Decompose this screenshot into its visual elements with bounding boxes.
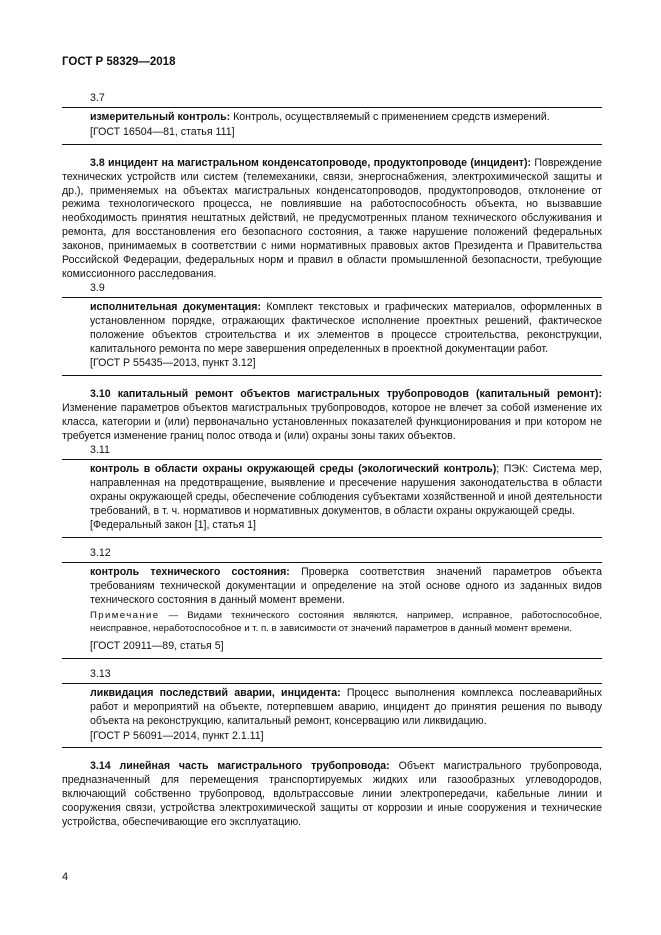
section-number: 3.7 bbox=[90, 92, 105, 104]
section-number: 3.11 bbox=[90, 443, 110, 456]
definition-text: Комплект текстовых и графических материалов, оформленных в установленном порядке, отражающих фактическое исполнение проектных решений, фактическое положение объектов строительства и их элементов в процессе строительства, реконструкции, капитального ремонта по мере завершения определенных в проектной документации работ. bbox=[90, 300, 602, 355]
note-label: Примечание bbox=[90, 610, 160, 621]
definition-paragraph bbox=[90, 687, 602, 729]
definition-text: Изменение параметров объектов магистральных трубопроводов, которое не влечет за собой изменение их класса, категории и (или) первоначально установленных показателей функционирования и при котором не требуется изменение границ полос отвода и (или) охраны зоны таких объектов. bbox=[62, 402, 602, 443]
definition-paragraph bbox=[62, 760, 602, 830]
term: контроль в области охраны окружающей среды (экологический контроль) bbox=[90, 462, 497, 475]
term: 3.14 линейная часть магистрального трубопровода: bbox=[90, 760, 390, 773]
source-reference: [ГОСТ Р 55435—2013, пункт 3.12] bbox=[90, 357, 256, 370]
definition-text: Контроль, осуществляемый с применением средств измерений. bbox=[230, 110, 550, 123]
term: контроль технического состояния: bbox=[90, 566, 290, 579]
definition-text: Повреждение технических устройств или систем (телемеханики, связи, энергоснабжения, электрохимической защиты и др.), применяемых на объектах магистральных конденсатопроводов, продуктопроводов, отклонение от режима технологического процесса, не повлиявшие на работоспособность объекта, но вызвавшие необходимость принятия нештатных действий, не предусмотренных планом технического обслуживания и ремонта, для восстановления его безопасного состояния, а также нарушение положений федеральных законов, принимаемых в соответствии с ними нормативных правовых актов Президента и Правительства Российской Федерации, федеральных норм и правил в области промышленной безопасности, требующие комиссионного расследования. bbox=[62, 156, 602, 280]
term: 3.10 капитальный ремонт объектов магистральных трубопроводов (капитальный ремонт): bbox=[90, 388, 602, 401]
source-reference: [ГОСТ Р 56091—2014, пункт 2.1.11] bbox=[90, 729, 264, 742]
term: исполнительная документация: bbox=[90, 300, 262, 313]
document-body bbox=[62, 92, 602, 830]
source-reference: [Федеральный закон [1], статья 1] bbox=[90, 519, 256, 532]
source-reference: [ГОСТ 20911—89, статья 5] bbox=[90, 640, 224, 652]
document-header: ГОСТ Р 58329—2018 bbox=[62, 56, 176, 68]
definition-box bbox=[62, 459, 602, 539]
term: 3.8 инцидент на магистральном конденсатопроводе, продуктопроводе (инцидент): bbox=[90, 156, 532, 169]
definition-box bbox=[62, 107, 602, 145]
definition-paragraph bbox=[90, 566, 602, 608]
section-number: 3.9 bbox=[90, 281, 105, 294]
definition-paragraph bbox=[90, 111, 602, 125]
definition-text: ; ПЭК: Система мер, направленная на предотвращение, выявление и пресечение нарушения законодательства в области охраны окружающей среды, обеспечение соблюдения субъектами хозяйственной и иной деятельности требований, в т. ч. нормативов и нормативных документов, в области охраны окружающей среды. bbox=[90, 462, 602, 517]
definition-box bbox=[62, 562, 602, 659]
definition-text: Объект магистрального трубопровода, предназначенный для перемещения транспортируемых жидких или газообразных углеводородов, включающий собственно трубопровод, вдольтрассовые линии электропередачи, кабельные линии и сооружения связи, устройства электрохимической защиты от коррозии и иные сооружения и технические устройства, обеспечивающие его эксплуатацию. bbox=[62, 760, 602, 829]
page-number: 4 bbox=[62, 871, 69, 883]
definition-text: Проверка соответствия значений параметров объекта требованиям технической документации и определение на этой основе одного из заданных видов технического состояния в данный момент времени. bbox=[90, 566, 602, 607]
note bbox=[90, 609, 602, 635]
definition-box bbox=[62, 683, 602, 749]
definition-paragraph bbox=[90, 463, 602, 519]
definition-paragraph bbox=[90, 301, 602, 357]
section-number: 3.12 bbox=[90, 547, 111, 560]
term: ликвидация последствий аварии, инцидента: bbox=[90, 686, 341, 699]
definition-paragraph bbox=[62, 157, 602, 282]
definition-box bbox=[62, 297, 602, 377]
definition-paragraph bbox=[62, 388, 602, 444]
source-reference: [ГОСТ 16504—81, статья 111] bbox=[90, 125, 235, 138]
term: измерительный контроль: bbox=[90, 110, 231, 123]
section-number: 3.13 bbox=[90, 667, 111, 680]
definition-text: Процесс выполнения комплекса послеаварийных работ и мероприятий на объекте, потерпевшем аварию, инцидент до принятия решения по выводу объекта на реконструкцию, капитальный ремонт, консервацию или ликвидацию. bbox=[90, 686, 602, 727]
note-text: — Видами технического состояния являются, например, исправное, работоспособное, неисправное, неработоспособное и т. п. в зависимости от значений параметров в данный момент времени. bbox=[90, 610, 602, 634]
